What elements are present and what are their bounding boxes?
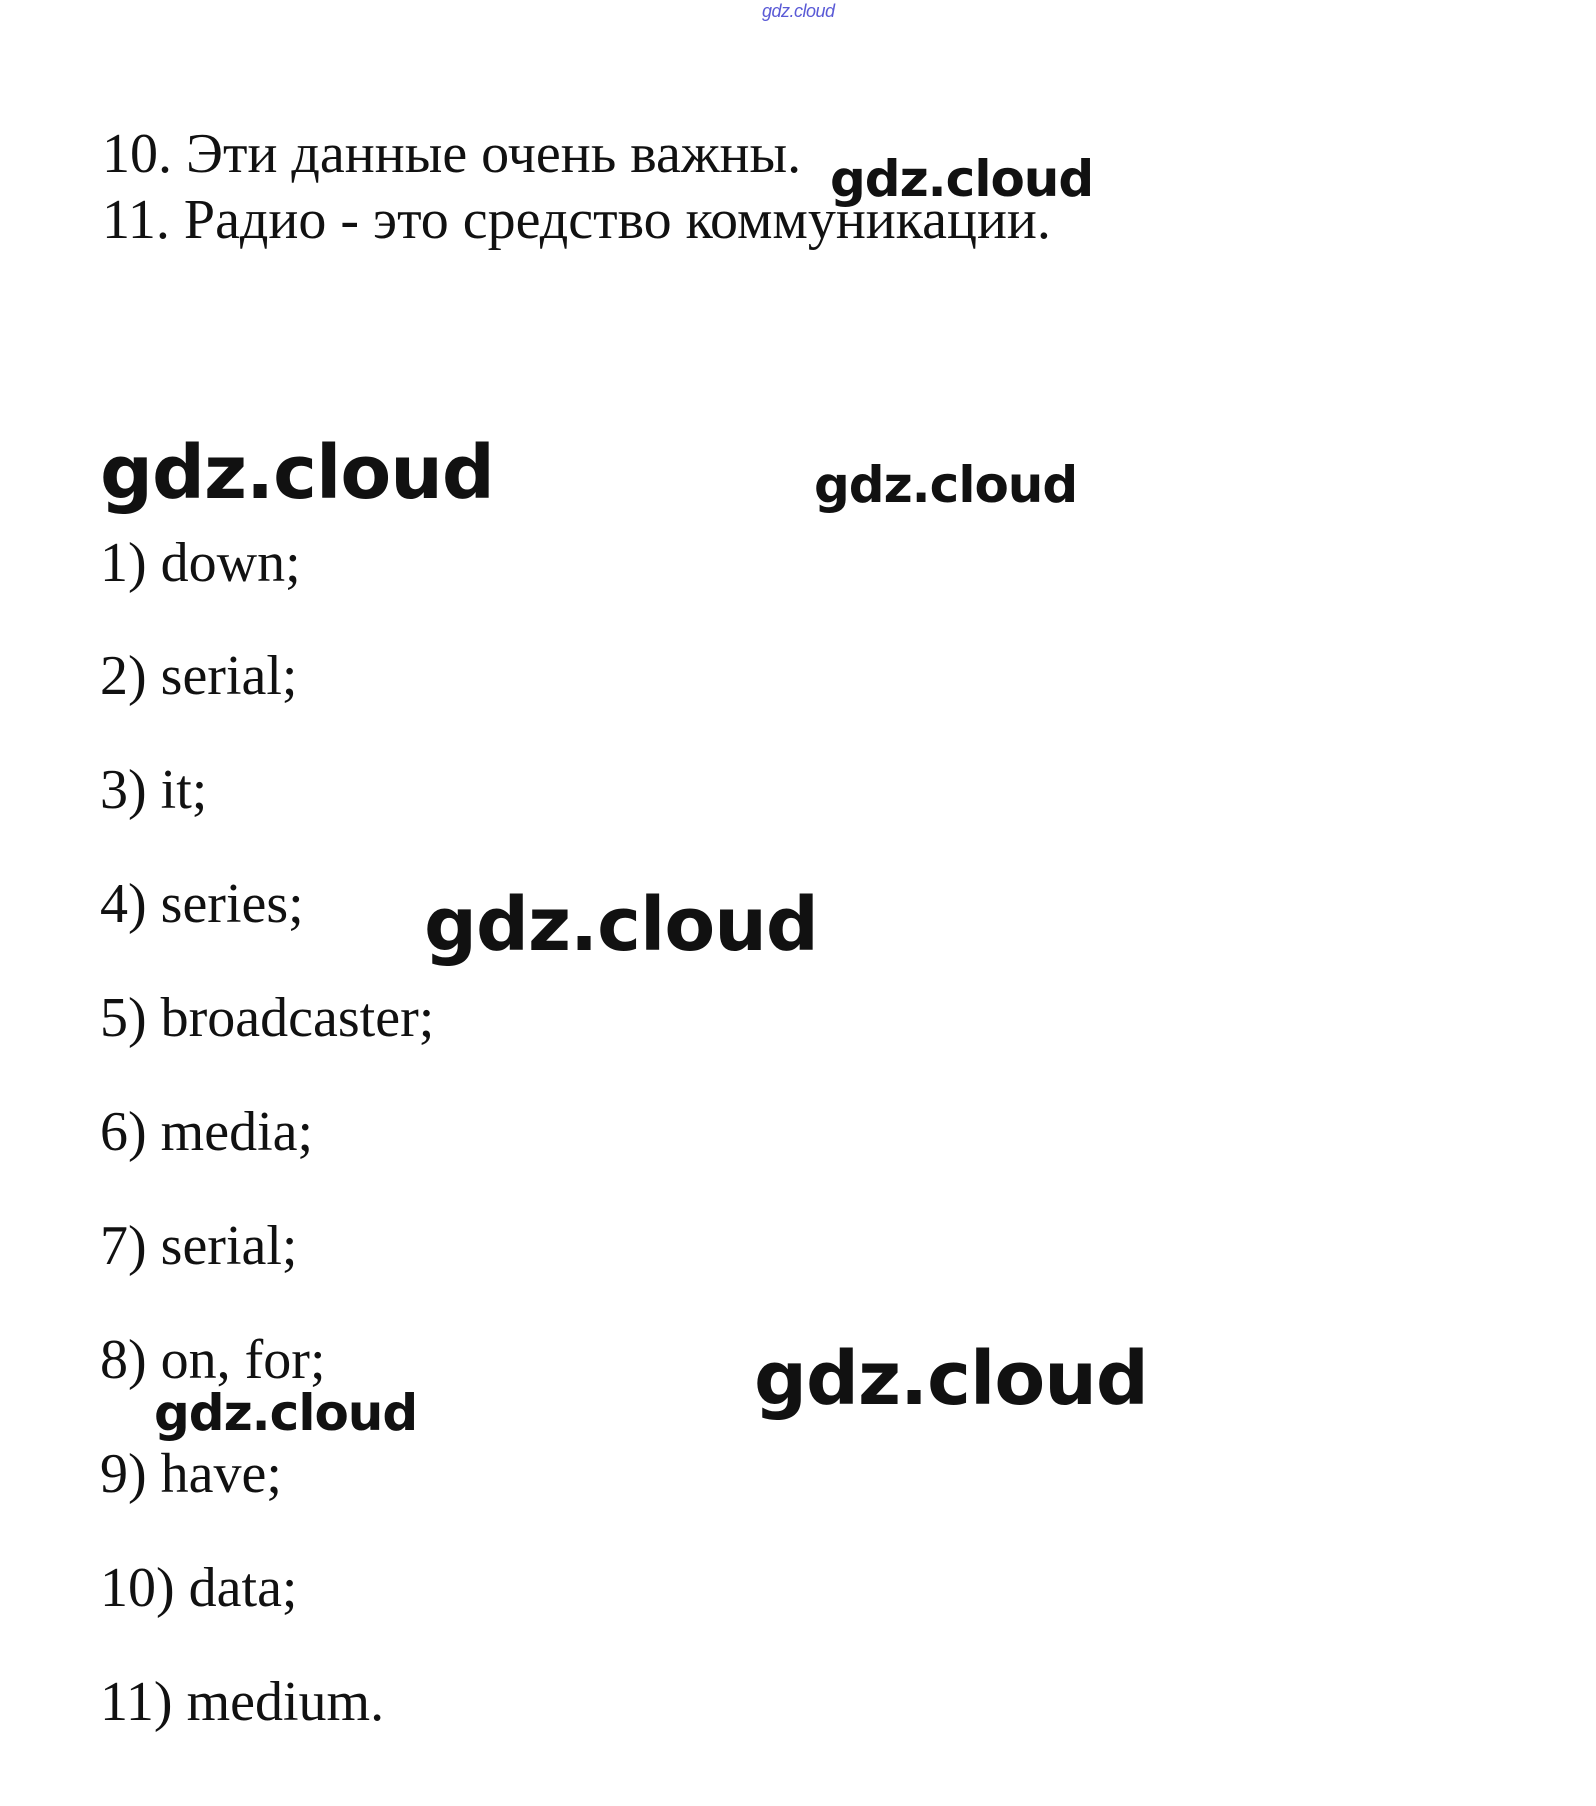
answer-item-5: 5) broadcaster;: [100, 987, 435, 1049]
watermark: gdz.cloud: [754, 1336, 1148, 1422]
translation-number: 11.: [102, 189, 170, 251]
answer-item-8: 8) on, for;: [100, 1329, 326, 1391]
watermark: gdz.cloud: [424, 882, 818, 968]
watermark: gdz.cloud: [814, 456, 1078, 514]
translation-number: 10.: [102, 123, 172, 185]
answer-item-9: 9) have;: [100, 1443, 282, 1505]
watermark: gdz.cloud: [100, 430, 494, 516]
answer-item-2: 2) serial;: [100, 645, 298, 707]
answer-item-7: 7) serial;: [100, 1215, 298, 1277]
watermark: gdz.cloud: [154, 1384, 418, 1442]
answer-item-11: 11) medium.: [100, 1671, 385, 1733]
translation-text: Радио - это средство коммуникации.: [183, 189, 1051, 251]
watermark: gdz.cloud: [830, 150, 1094, 208]
answer-item-3: 3) it;: [100, 759, 208, 821]
translation-text: Эти данные очень важны.: [186, 123, 802, 185]
answer-item-10: 10) data;: [100, 1557, 298, 1619]
answer-item-4: 4) series;: [100, 873, 304, 935]
translation-line-10: [102, 123, 802, 185]
answer-item-6: 6) media;: [100, 1101, 314, 1163]
top-watermark-link[interactable]: gdz.cloud: [762, 1, 835, 21]
answer-item-1: 1) down;: [100, 532, 301, 594]
